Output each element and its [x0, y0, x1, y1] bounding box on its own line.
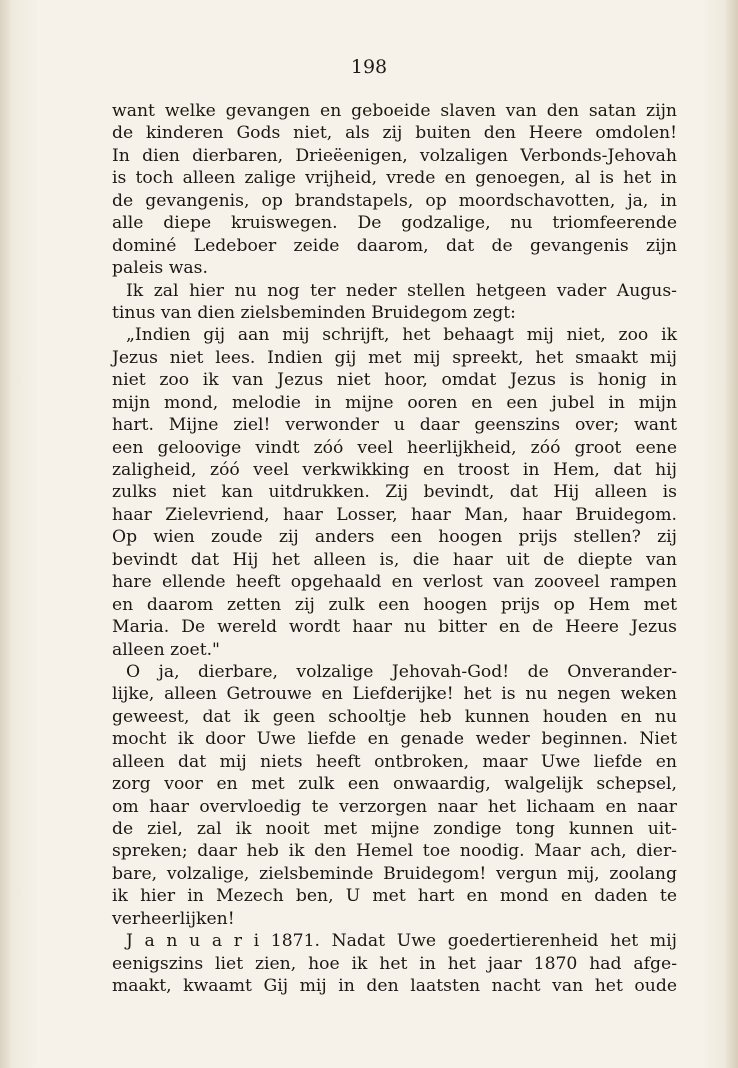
text-line: eenigszins liet zien, hoe ik het in het jaar 1870 had afge-	[112, 953, 677, 974]
text-line: niet zoo ik van Jezus niet hoor, omdat Jezus is honig in	[112, 370, 677, 391]
text-line: de gevangenis, op brandstapels, op moordschavotten, ja, in	[112, 190, 677, 211]
text-line: bare, volzalige, zielsbeminde Bruidegom! vergun mij, zoolang	[112, 863, 677, 884]
text-line: geweest, dat ik geen schooltje heb kunnen houden en nu	[112, 706, 677, 727]
text-line: Maria. De wereld wordt haar nu bitter en de Heere Jezus	[112, 617, 677, 638]
text-line: O ja, dierbare, volzalige Jehovah-God! de Onverander-	[126, 661, 677, 682]
text-line: zorg voor en met zulk een onwaardig, walgelijk schepsel,	[112, 774, 677, 795]
text-line: bevindt dat Hij het alleen is, die haar uit de diepte van	[112, 549, 677, 570]
text-line: Jezus niet lees. Indien gij met mij spreekt, het smaakt mij	[112, 347, 677, 368]
text-line: om haar overvloedig te verzorgen naar het lichaam en naar	[112, 796, 677, 817]
text-line: en daarom zetten zij zulk een hoogen prijs op Hem met	[112, 594, 677, 615]
page-right-edge	[724, 0, 738, 1068]
text-line: verheerlijken!	[112, 908, 235, 929]
text-line: zulks niet kan uitdrukken. Zij bevindt, dat Hij alleen is	[112, 482, 677, 503]
text-line: mocht ik door Uwe liefde en genade weder beginnen. Niet	[112, 729, 677, 750]
text-line: hart. Mijne ziel! verwonder u daar geenszins over; want	[112, 415, 677, 436]
text-line: alleen zoet."	[112, 639, 220, 660]
text-line: „Indien gij aan mij schrijft, het behaagt mij niet, zoo ik	[126, 325, 677, 346]
text-line: een geloovige vindt zóó veel heerlijkheid, zóó groot eene	[112, 437, 677, 458]
text-line: dominé Ledeboer zeide daarom, dat de gevangenis zijn	[112, 235, 677, 256]
text-line: de kinderen Gods niet, als zij buiten den Heere omdolen!	[112, 123, 677, 144]
text-line: tinus van dien zielsbeminden Bruidegom zegt:	[112, 302, 516, 323]
text-line: alle diepe kruiswegen. De godzalige, nu triomfeerende	[112, 213, 677, 234]
text-line: mijn mond, melodie in mijne ooren en een jubel in mijn	[112, 392, 677, 413]
text-line: haar Zielevriend, haar Losser, haar Man, haar Bruidegom.	[112, 504, 677, 525]
text-line: maakt, kwaamt Gij mij in den laatsten nacht van het oude	[112, 976, 677, 997]
text-line: Op wien zoude zij anders een hoogen prijs stellen? zij	[112, 527, 677, 548]
text-line: Ik zal hier nu nog ter neder stellen hetgeen vader Augus-	[126, 280, 677, 301]
page-number: 198	[350, 56, 388, 78]
text-line: J a n u a r i 1871. Nadat Uwe goedertierenheid het mij	[126, 931, 677, 952]
body-text	[112, 100, 677, 998]
text-line: alleen dat mij niets heeft ontbroken, maar Uwe liefde en	[112, 751, 677, 772]
text-line: de ziel, zal ik nooit met mijne zondige tong kunnen uit-	[112, 819, 677, 839]
text-line: paleis was.	[112, 258, 208, 279]
text-line: hare ellende heeft opgehaald en verlost van zooveel rampen	[112, 572, 677, 593]
text-line: spreken; daar heb ik den Hemel toe noodig. Maar ach, dier-	[112, 841, 677, 862]
page-left-edge	[0, 0, 12, 1068]
text-line: want welke gevangen en geboeide slaven van den satan zijn	[112, 101, 677, 121]
text-line: is toch alleen zalige vrijheid, vrede en genoegen, al is het in	[112, 168, 677, 189]
text-line: lijke, alleen Getrouwe en Liefderijke! het is nu negen weken	[112, 684, 677, 705]
text-line: zaligheid, zóó veel verkwikking en troost in Hem, dat hij	[112, 460, 677, 480]
text-line: ik hier in Mezech ben, U met hart en mond en daden te	[112, 886, 677, 907]
text-line: In dien dierbaren, Drieëenigen, volzaligen Verbonds-Jehovah	[112, 145, 677, 166]
